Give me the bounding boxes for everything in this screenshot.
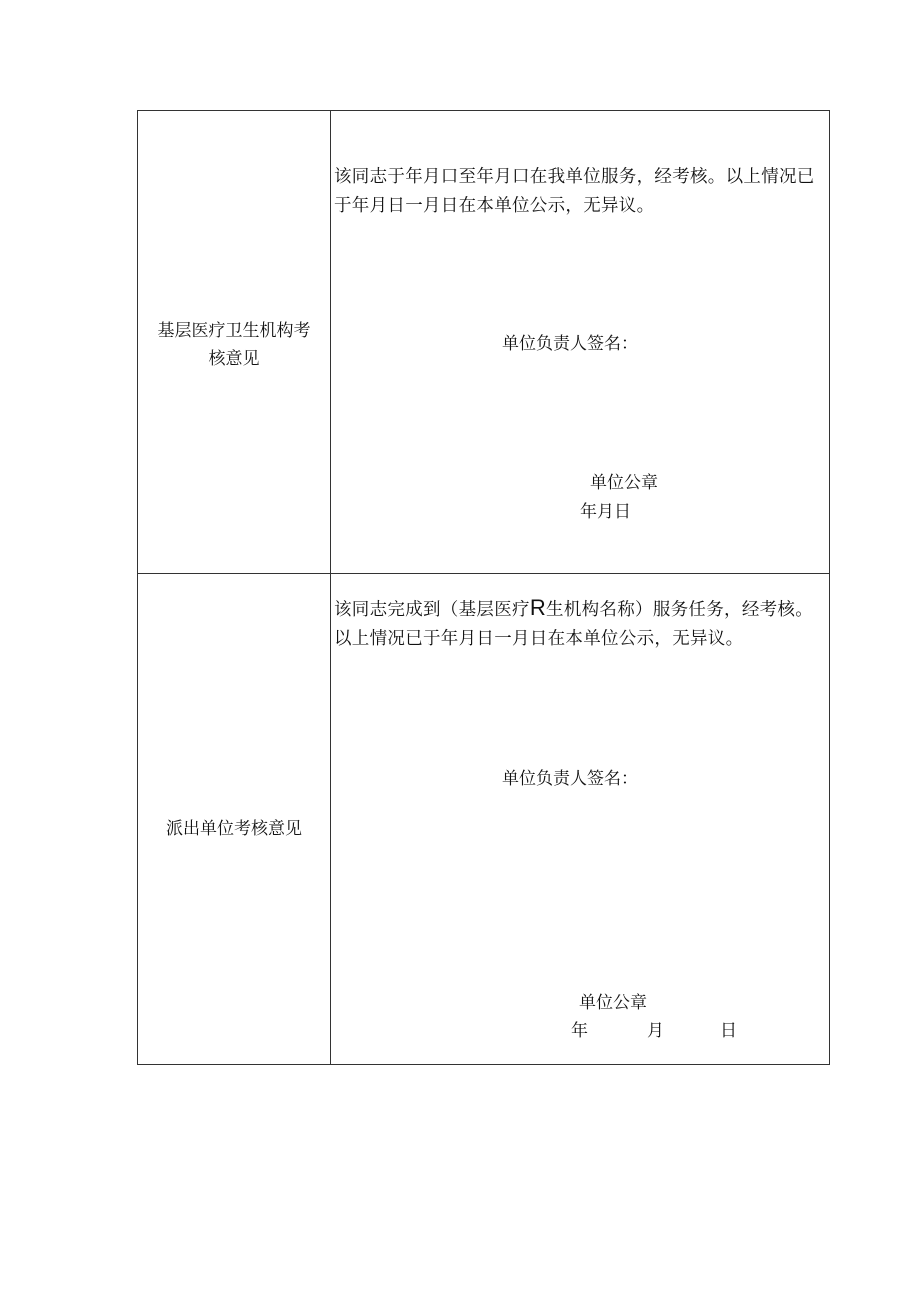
seal-label: 单位公章 [579, 993, 647, 1013]
row-label-line-2: 核意见 [208, 349, 260, 369]
table-row-dispatching-unit-assessment [138, 574, 829, 1064]
date-month: 月 [647, 1021, 664, 1041]
label-cell [138, 111, 330, 573]
assessment-form-table [137, 110, 830, 1065]
date-year: 年 [571, 1021, 588, 1041]
table-row-primary-care-assessment [138, 111, 829, 574]
date-label: 年月日 [580, 502, 631, 522]
content-cell [331, 111, 829, 573]
row-label: 派出单位考核意见 [166, 819, 302, 839]
seal-label: 单位公章 [590, 473, 658, 493]
content-cell [331, 574, 829, 1064]
label-cell [138, 574, 330, 1064]
paragraph-text-before: 该同志完成到（基层医疗 [334, 600, 530, 620]
assessment-paragraph: 该同志于年月口至年月口在我单位服务，经考核。以上情况已于年月日一月日在本单位公示，无异议。 [334, 167, 815, 216]
row-label [138, 317, 330, 373]
date-label [571, 1019, 737, 1043]
signature-label: 单位负责人签名： [502, 334, 638, 354]
assessment-paragraph [334, 596, 828, 654]
paragraph-text-after: 生机构名称）服务任务，经考核。以上情况已于年月日一月日在本单位公示，无异议。 [334, 600, 814, 649]
date-day: 日 [720, 1021, 737, 1041]
paragraph-glyph: R [529, 595, 547, 620]
signature-label: 单位负责人签名： [502, 769, 638, 789]
row-label-line-1: 基层医疗卫生机构考 [157, 321, 311, 341]
